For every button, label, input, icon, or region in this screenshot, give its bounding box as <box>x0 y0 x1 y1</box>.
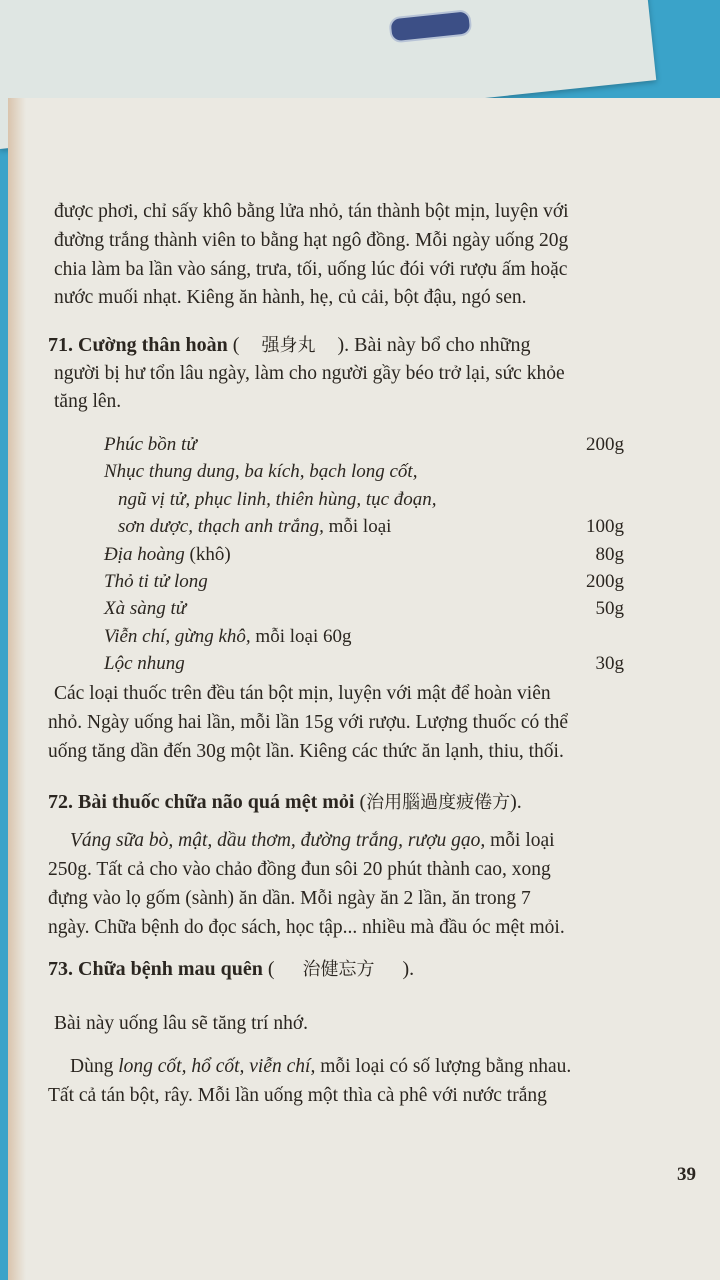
paren-close: ). <box>510 791 522 813</box>
section-71-title: 71. Cường thân hoàn <box>48 334 228 356</box>
paren-open: ( <box>227 334 240 356</box>
ingredient-row <box>104 486 624 513</box>
section-72-line-4: ngày. Chữa bệnh do đọc sách, học tập... nhiều mà đầu óc mệt mỏi. <box>48 917 565 938</box>
ingredient-row <box>104 458 624 485</box>
section-73-chinese: 治健忘方 <box>302 959 375 980</box>
paren-open: ( <box>354 791 367 813</box>
section-72-line-1 <box>70 827 720 855</box>
ingredient-amount: 80g <box>595 543 624 565</box>
book-page <box>8 98 720 1280</box>
section-73-ingredients: long cốt, hổ cốt, viễn chí, <box>118 1056 316 1077</box>
section-71-line-1: người bị hư tổn lâu ngày, làm cho người gầy béo trở lại, sức khỏe <box>54 363 565 384</box>
section-73-line-2: Tất cả tán bột, rây. Mỗi lần uống một thìa cà phê với nước trắng <box>48 1085 547 1106</box>
paren-close: ). <box>402 958 415 980</box>
page-binding-shadow <box>8 98 26 1280</box>
intro-line-3: chia làm ba lần vào sáng, trưa, tối, uống lúc đói với rượu ấm hoặc <box>54 259 568 280</box>
ingredient-row <box>104 541 624 568</box>
ingredient-name: Viễn chí, gừng khô, <box>104 625 251 647</box>
ingredient-name: Lộc nhung <box>104 653 185 675</box>
section-73-text-rest: mỗi loại có số lượng bằng nhau. <box>315 1056 572 1077</box>
section-72-line-2: 250g. Tất cả cho vào chảo đồng đun sôi 20 phút thành cao, xong <box>48 859 551 880</box>
intro-line-1: được phơi, chỉ sấy khô bằng lửa nhỏ, tán thành bột mịn, luyện với <box>54 201 569 222</box>
intro-line-2: đường trắng thành viên to bằng hạt ngô đồng. Mỗi ngày uống 20g <box>54 230 569 251</box>
ingredient-row <box>104 513 624 540</box>
ingredient-row <box>104 568 624 595</box>
section-72-quantity: mỗi loại <box>485 830 555 851</box>
ingredient-note: mỗi loại <box>323 516 392 538</box>
page-number: 39 <box>677 1164 696 1185</box>
section-72-ingredients: Váng sữa bò, mật, dầu thơm, đường trắng, rượu gạo, <box>70 830 486 851</box>
section-71-after-1: Các loại thuốc trên đều tán bột mịn, luyện với mật để hoàn viên <box>54 683 551 704</box>
ingredient-amount: 30g <box>595 653 624 675</box>
ingredient-list <box>104 431 624 678</box>
section-72-chinese: 治用腦過度疲倦方 <box>366 792 511 813</box>
cover-badge <box>388 9 472 43</box>
section-71-after-3: uống tăng dần đến 30g một lần. Kiêng các thức ăn lạnh, thiu, thối. <box>48 741 564 762</box>
section-71-chinese: 强身丸 <box>261 335 316 356</box>
section-72-title: 72. Bài thuốc chữa não quá mệt mỏi <box>48 791 355 813</box>
section-73-heading <box>48 955 414 984</box>
ingredient-amount: 50g <box>595 598 624 620</box>
ingredient-name: Phúc bồn tử <box>104 434 197 455</box>
intro-line-4: nước muối nhạt. Kiêng ăn hành, hẹ, củ cải, bột đậu, ngó sen. <box>54 287 527 308</box>
paren-open: ( <box>262 958 275 980</box>
ingredient-row <box>104 623 624 650</box>
ingredient-amount: 200g <box>586 570 624 592</box>
ingredient-row <box>104 595 624 622</box>
ingredient-name: Nhục thung dung, ba kích, bạch long cốt, <box>104 461 418 483</box>
ingredient-amount: 100g <box>586 516 624 538</box>
ingredient-name: Thỏ ti tử long <box>104 570 208 592</box>
ingredient-row <box>104 431 624 458</box>
section-72-line-3: đựng vào lọ gốm (sành) ăn dần. Mỗi ngày ăn 2 lần, ăn trong 7 <box>48 888 531 909</box>
ingredient-name: Địa hoàng <box>104 543 185 565</box>
ingredient-row <box>104 650 624 677</box>
section-73-note: Bài này uống lâu sẽ tăng trí nhớ. <box>54 1013 309 1034</box>
section-73-line-1 <box>70 1053 720 1081</box>
section-71-heading <box>48 331 708 360</box>
ingredient-amount: 200g <box>586 434 624 455</box>
section-71-after-2: nhỏ. Ngày uống hai lần, mỗi lần 15g với rượu. Lượng thuốc có thể <box>48 712 568 733</box>
ingredient-name: Xà sàng tử <box>104 598 187 620</box>
section-73-title: 73. Chữa bệnh mau quên <box>48 958 263 980</box>
ingredient-name: ngũ vị tử, phục linh, thiên hùng, tục đoạn, <box>118 488 437 510</box>
ingredient-name: sơn dược, thạch anh trắng, <box>118 516 324 538</box>
section-73-text: Dùng <box>70 1056 119 1077</box>
ingredient-note: (khô) <box>184 543 231 565</box>
section-72-heading <box>48 788 522 817</box>
section-71-intro: ). Bài này bổ cho những <box>337 334 531 356</box>
section-71-line-2: tăng lên. <box>54 391 122 412</box>
ingredient-note: mỗi loại 60g <box>250 625 352 647</box>
